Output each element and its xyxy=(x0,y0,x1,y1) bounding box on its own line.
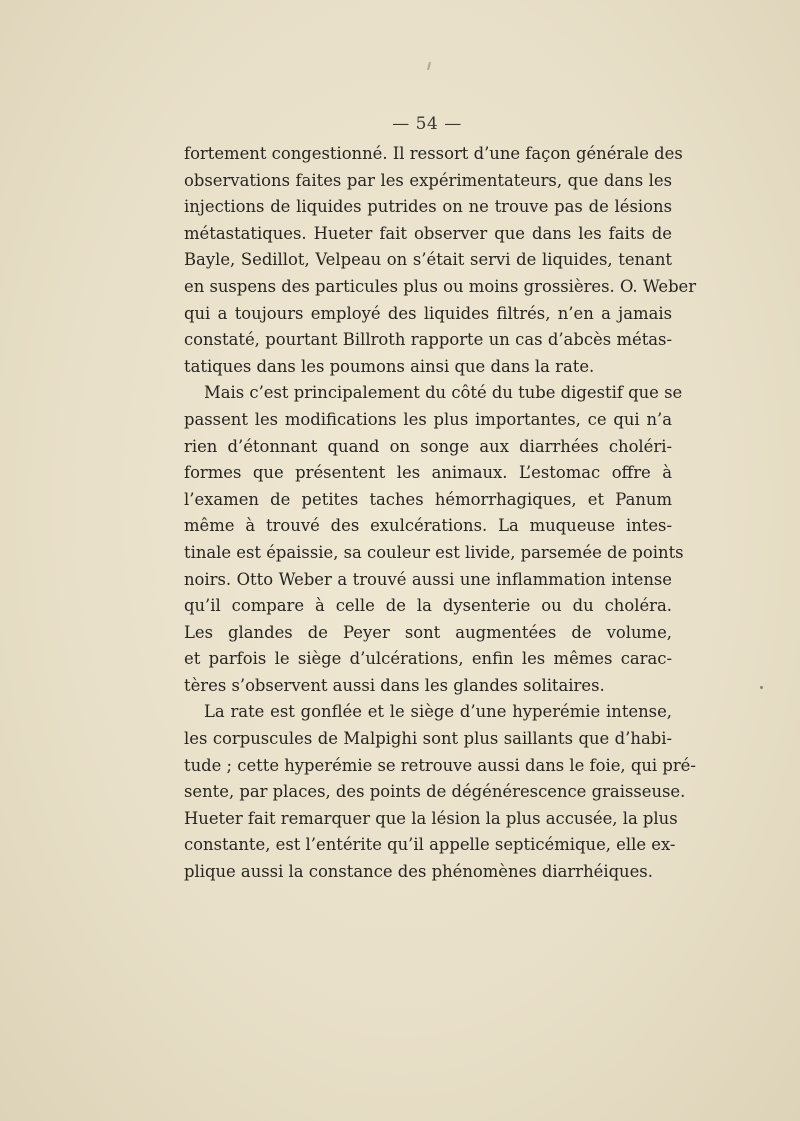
paragraph-1 xyxy=(184,141,697,380)
text-line: métastatiques. Hueter fait observer que dans les faits de xyxy=(184,223,672,243)
text-line: qu’il compare à celle de la dysenterie ou du choléra. xyxy=(184,596,672,616)
text-line: les corpuscules de Malpighi sont plus saillants que d’habi- xyxy=(184,729,672,749)
text-line: l’examen de petites taches hémorrhagiques, et Panum xyxy=(184,489,672,509)
paragraph-3 xyxy=(184,699,696,885)
paragraph-2 xyxy=(184,380,684,699)
text-line: observations faites par les expérimentateurs, que dans les xyxy=(184,170,672,190)
text-line: qui a toujours employé des liquides filtrés, n’en a jamais xyxy=(184,303,672,323)
text-line: sente, par places, des points de dégénérescence graisseuse. xyxy=(184,782,686,802)
text-line: Mais c’est principalement du côté du tube digestif que se xyxy=(204,383,683,403)
text-line: en suspens des particules plus ou moins grossières. O. Weber xyxy=(184,276,697,296)
text-line: même à trouvé des exulcérations. La muqueuse intes- xyxy=(184,516,672,536)
text-line: plique aussi la constance des phénomènes diarrhéiques. xyxy=(184,862,653,882)
paper-speck xyxy=(760,686,763,689)
text-line: Bayle, Sedillot, Velpeau on s’était servi de liquides, tenant xyxy=(184,250,672,270)
page-number: — 54 — xyxy=(392,114,462,134)
text-line: La rate est gonflée et le siège d’une hyperémie intense, xyxy=(204,702,672,722)
paper-blemish xyxy=(427,62,431,70)
text-line: Les glandes de Peyer sont augmentées de volume, xyxy=(184,622,672,642)
text-line: formes que présentent les animaux. L’estomac offre à xyxy=(184,463,672,483)
text-line: et parfois le siège d’ulcérations, enfin les mêmes carac- xyxy=(184,649,672,669)
text-line: tinale est épaissie, sa couleur est livide, parsemée de points xyxy=(184,542,684,562)
text-line: tatiques dans les poumons ainsi que dans la rate. xyxy=(184,356,595,376)
text-line: fortement congestionné. Il ressort d’une façon générale des xyxy=(184,144,683,163)
text-line: Hueter fait remarquer que la lésion la plus accusée, la plus xyxy=(184,808,678,828)
text-line: tude ; cette hyperémie se retrouve aussi dans le foie, qui pré- xyxy=(184,755,696,775)
body-text xyxy=(184,141,697,886)
text-line: noirs. Otto Weber a trouvé aussi une inflammation intense xyxy=(184,569,672,589)
text-line: constaté, pourtant Billroth rapporte un cas d’abcès métas- xyxy=(184,330,672,350)
text-line: rien d’étonnant quand on songe aux diarrhées choléri- xyxy=(184,436,672,456)
text-line: tères s’observent aussi dans les glandes solitaires. xyxy=(184,675,605,695)
text-line: injections de liquides putrides on ne trouve pas de lésions xyxy=(184,197,672,217)
text-line: constante, est l’entérite qu’il appelle septicémique, elle ex- xyxy=(184,835,676,855)
text-line: passent les modifications les plus importantes, ce qui n’a xyxy=(184,409,672,429)
